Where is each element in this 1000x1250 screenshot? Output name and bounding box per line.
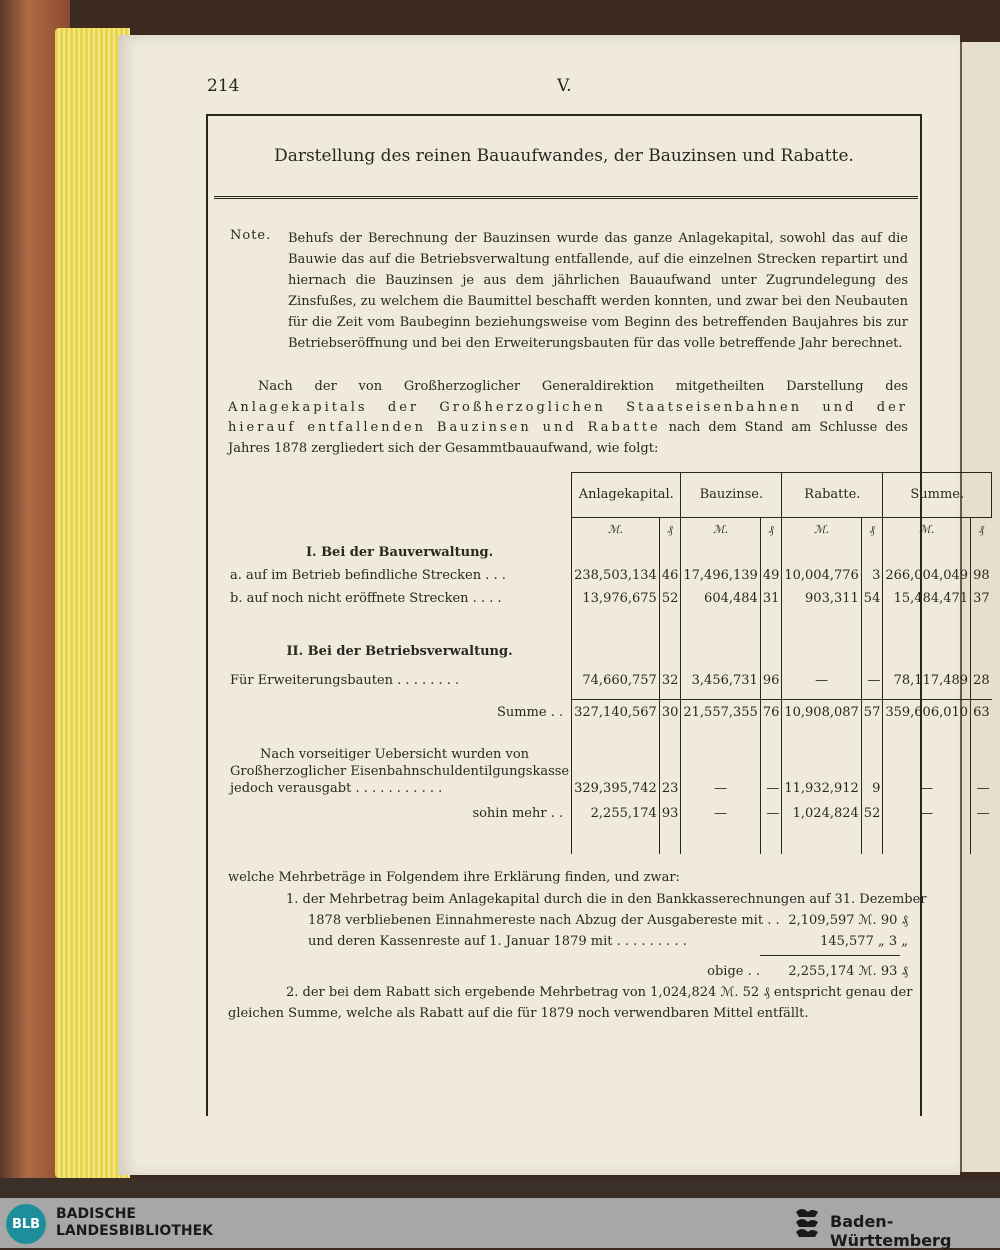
col-summe: Summe. xyxy=(883,473,992,518)
intro-part1: Nach der von Großherzoglicher Generaldirektion mitgetheilten Darstellung des xyxy=(258,379,908,394)
lions-crest-icon xyxy=(792,1204,822,1242)
state-name: Baden-Württemberg xyxy=(830,1212,952,1250)
pf-mark: ₰ xyxy=(659,518,681,542)
explanation-intro: welche Mehrbeträge in Folgendem ihre Erklärung finden, und zwar: xyxy=(228,870,680,885)
library-name: BADISCHE LANDESBIBLIOTHEK xyxy=(56,1206,214,1239)
col-anlagekapital: Anlagekapital. xyxy=(572,473,681,518)
section-bauverwaltung: I. Bei der Bauverwaltung. xyxy=(305,544,494,560)
note-text: Behufs der Berechnung der Bauzinsen wurde das ganze Anlagekapital, sowohl das auf die Bauwie das auf die Betriebsverwaltung entfallende, auf die einzelnen Strecken repartirt und hiernach die Bauzinsen je aus dem jährlichen Bauaufwand unter Zugrundelegung des Zinsfußes, zu welchem die Baumittel beschafft werden konnten, und zwar bei den Neubauten für die Zeit vom Baubeginn beziehungsweise vom Beginn des betreffenden Baujahres bis zur Betriebseröffnung und bei den Erweiterungsbauten für das volle betreffende Jahr berechnet. xyxy=(288,231,908,351)
page-number: 214 xyxy=(207,76,240,96)
col-rabatte: Rabatte. xyxy=(782,473,883,518)
table-row: a. auf im Betrieb befindliche Strecken . . . 238,503,134 46 17,496,139 49 10,004,776 3 266,004,049 98 xyxy=(228,564,992,587)
explanation-item2-a: 2. der bei dem Rabatt sich ergebende Mehrbetrag von 1,024,824 ℳ. 52 ₰ entspricht genau der xyxy=(286,985,913,1000)
title-rule xyxy=(214,196,918,199)
col-bauzinse: Bauzinse. xyxy=(681,473,782,518)
explanation-item1-c: und deren Kassenreste auf 1. Januar 1879 mit . . . . . . . . . 145,577 „ 3 „ xyxy=(308,934,908,949)
table-row: sohin mehr . . 2,255,174 93 — — 1,024,824 52 — — xyxy=(228,797,992,831)
pf-mark: ₰ xyxy=(971,518,992,542)
sum-rule xyxy=(760,955,900,956)
explanation-item1-a: 1. der Mehrbetrag beim Anlagekapital durch die in den Bankkasserechnungen auf 31. Dezember xyxy=(286,892,927,907)
blb-logo[interactable]: BLB xyxy=(6,1204,46,1244)
pf-mark: ₰ xyxy=(760,518,782,542)
unit-mark: ℳ. xyxy=(572,518,660,542)
chapter-number: V. xyxy=(557,76,572,96)
cost-table xyxy=(228,472,992,854)
pf-mark: ₰ xyxy=(861,518,883,542)
explanation-item1-b: 1878 verbliebenen Einnahmereste nach Abzug der Ausgabereste mit . . 2,109,597 ℳ. 90 ₰ xyxy=(308,913,908,928)
section-betriebsverwaltung: II. Bei der Betriebsverwaltung. xyxy=(286,643,513,659)
page-title: Darstellung des reinen Bauaufwandes, der Bauzinsen und Rabatte. xyxy=(274,146,854,166)
table-row: Nach vorseitiger Uebersicht wurden von Großherzoglicher Eisenbahnschuldentilgungskasse jedoch verausgabt . . . . . . . . . . . 329,395,742 23 — — 11,932,912 9 — — xyxy=(228,727,992,797)
note-label: Note. xyxy=(230,228,272,243)
intro-part2: nach dem Stand am Schlusse des Jahres 1878 zergliedert sich der Gesammtbauaufwand, wie folgt: xyxy=(228,420,908,456)
unit-mark: ℳ. xyxy=(681,518,760,542)
scan-bottom-edge xyxy=(0,1178,1000,1198)
sum-row: Summe . . 327,140,567 30 21,557,355 76 10,908,087 57 359,606,010 63 xyxy=(228,699,992,727)
table-row: b. auf noch nicht eröffnete Strecken . . . . 13,976,675 52 604,484 31 903,311 54 15,484,471 37 xyxy=(228,587,992,610)
intro-spaced: Anlagekapitals der Großherzoglichen Staatseisenbahnen und der hierauf entfallenden Bauzinsen und Rabatte xyxy=(228,399,908,436)
intro-paragraph xyxy=(228,377,908,459)
table-row: Für Erweiterungsbauten . . . . . . . . 74,660,757 32 3,456,731 96 — — 78,117,489 28 xyxy=(228,663,992,699)
unit-mark: ℳ. xyxy=(782,518,861,542)
explanation-item2-b: gleichen Summe, welche als Rabatt auf die für 1879 noch verwendbaren Mittel entfällt. xyxy=(228,1006,809,1021)
unit-mark: ℳ. xyxy=(883,518,971,542)
header-blank xyxy=(228,473,572,518)
